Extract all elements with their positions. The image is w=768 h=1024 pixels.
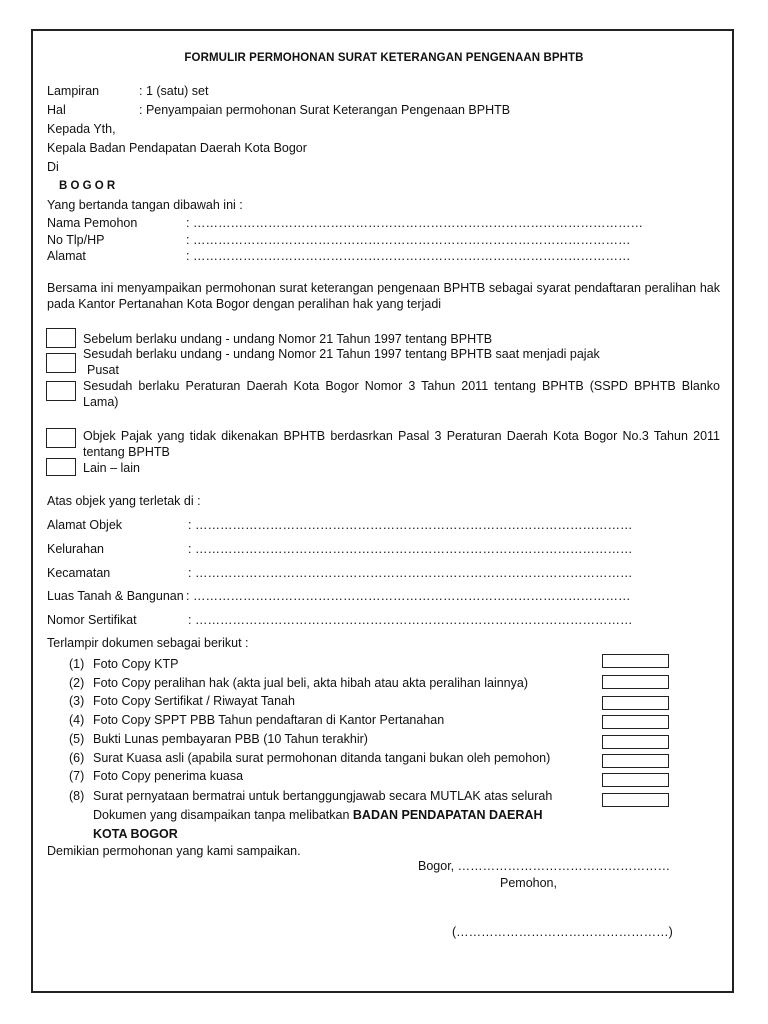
recipient-text: Kepala Badan Pendapatan Daerah Kota Bogor: [47, 141, 307, 155]
applicant-intro: Yang bertanda tangan dibawah ini :: [47, 198, 243, 212]
object-address-field[interactable]: : ……………………………………………………………………………………………: [188, 518, 633, 532]
option-1-label: Sebelum berlaku undang - undang Nomor 21 Tahun 1997 tentang BPHTB: [83, 332, 493, 346]
attachment-2-text: Foto Copy peralihan hak (akta jual beli, akta hibah atau akta peralihan lainnya): [93, 676, 528, 690]
kelurahan-field[interactable]: : ……………………………………………………………………………………………: [188, 542, 633, 556]
signature-place-date[interactable]: Bogor, ……………………………………………: [418, 859, 671, 873]
attachment-8-checkbox[interactable]: [602, 793, 669, 807]
applicant-name-label: Nama Pemohon: [47, 216, 138, 230]
option-2-label: Sesudah berlaku undang - undang Nomor 21 Tahun 1997 tentang BPHTB saat menjadi pajak: [83, 347, 600, 361]
certificate-field[interactable]: : ……………………………………………………………………………………………: [188, 613, 633, 627]
signature-role: Pemohon,: [500, 876, 557, 890]
option-3-label: Sesudah berlaku Peraturan Daerah Kota Bogor Nomor 3 Tahun 2011 tentang BPHTB (SSPD BPHTB Blanko Lama): [83, 379, 720, 409]
kelurahan-label: Kelurahan: [47, 542, 104, 556]
kecamatan-field[interactable]: : ……………………………………………………………………………………………: [188, 566, 633, 580]
hal-value: : Penyampaian permohonan Surat Keterangan Pengenaan BPHTB: [139, 103, 511, 117]
attachment-7-checkbox[interactable]: [602, 773, 669, 787]
attachment-5-checkbox[interactable]: [602, 735, 669, 749]
attachment-6-checkbox[interactable]: [602, 754, 669, 768]
object-intro: Atas objek yang terletak di :: [47, 494, 201, 508]
attachment-8-num: (8): [69, 789, 85, 803]
attachment-8-agency-bold: BADAN PENDAPATAN DAERAH: [352, 808, 543, 822]
attachment-3-checkbox[interactable]: [602, 696, 669, 710]
lampiran-value: : 1 (satu) set: [139, 84, 209, 98]
attachment-4-checkbox[interactable]: [602, 715, 669, 729]
option-3-checkbox[interactable]: [46, 381, 76, 401]
certificate-label: Nomor Sertifikat: [47, 613, 137, 627]
applicant-address-field[interactable]: : ……………………………………………………………………………………………: [186, 249, 631, 263]
applicant-phone-label: No Tlp/HP: [47, 233, 105, 247]
attachment-8-text: Surat pernyataan bermatrai untuk bertanggungjawab secara MUTLAK atas selurah: [93, 789, 553, 803]
attachment-3-num: (3): [69, 694, 85, 708]
hal-label: Hal: [47, 103, 66, 117]
attachment-4-num: (4): [69, 713, 85, 727]
attachment-1-checkbox[interactable]: [602, 654, 669, 668]
attachment-2-num: (2): [69, 676, 85, 690]
object-address-label: Alamat Objek: [47, 518, 123, 532]
attachment-8-text-cont-normal: Dokumen yang disampaikan tanpa melibatkan: [93, 808, 353, 822]
di-text: Di: [47, 160, 59, 174]
option-2-checkbox[interactable]: [46, 353, 76, 373]
attachment-1-num: (1): [69, 657, 85, 671]
attachment-6-text: Surat Kuasa asli (apabila surat permohonan ditanda tangani bukan oleh pemohon): [93, 751, 551, 765]
option-2-label-cont: Pusat: [87, 363, 119, 377]
attachment-8-text-cont: [93, 807, 542, 823]
option-5-checkbox[interactable]: [46, 458, 76, 476]
option-4-checkbox[interactable]: [46, 428, 76, 448]
lampiran-label: Lampiran: [47, 84, 100, 98]
applicant-address-label: Alamat: [47, 249, 86, 263]
option-1-checkbox[interactable]: [46, 328, 76, 348]
signature-name-line[interactable]: (……………………………………………): [452, 925, 673, 939]
closing-text: Demikian permohonan yang kami sampaikan.: [47, 844, 301, 858]
kecamatan-label: Kecamatan: [47, 566, 111, 580]
kepada-text: Kepada Yth,: [47, 122, 116, 136]
form-title: FORMULIR PERMOHONAN SURAT KETERANGAN PENGENAAN BPHTB: [184, 52, 584, 64]
applicant-phone-field[interactable]: : ……………………………………………………………………………………………: [186, 233, 631, 247]
attachment-5-text: Bukti Lunas pembayaran PBB (10 Tahun terakhir): [93, 732, 368, 746]
attachment-3-text: Foto Copy Sertifikat / Riwayat Tanah: [93, 694, 295, 708]
attachment-7-num: (7): [69, 769, 85, 783]
attachment-2-checkbox[interactable]: [602, 675, 669, 689]
area-field[interactable]: : ……………………………………………………………………………………………: [186, 589, 631, 603]
option-5-label: Lain – lain: [83, 461, 140, 475]
area-label: Luas Tanah & Bangunan: [47, 589, 184, 603]
attachments-intro: Terlampir dokumen sebagai berikut :: [47, 636, 249, 650]
attachment-4-text: Foto Copy SPPT PBB Tahun pendaftaran di Kantor Pertanahan: [93, 713, 445, 727]
attachment-6-num: (6): [69, 751, 85, 765]
attachment-1-text: Foto Copy KTP: [93, 657, 179, 671]
applicant-name-field[interactable]: : ………………………………………………………………………………………………: [186, 216, 643, 230]
attachment-5-num: (5): [69, 732, 85, 746]
attachment-8-city-bold: KOTA BOGOR: [93, 827, 178, 841]
option-4-label: Objek Pajak yang tidak dikenakan BPHTB berdasrkan Pasal 3 Peraturan Daerah Kota Bogor No.3 Tahun 2011 tentang BPHTB: [83, 429, 720, 459]
request-paragraph: Bersama ini menyampaikan permohonan surat keterangan pengenaan BPHTB sebagai syarat pendaftaran peralihan hak pada Kantor Pertanahan Kota Bogor dengan peralihan hak yang terjadi: [47, 281, 720, 311]
attachment-7-text: Foto Copy penerima kuasa: [93, 769, 244, 783]
city-text: B O G O R: [59, 180, 116, 192]
